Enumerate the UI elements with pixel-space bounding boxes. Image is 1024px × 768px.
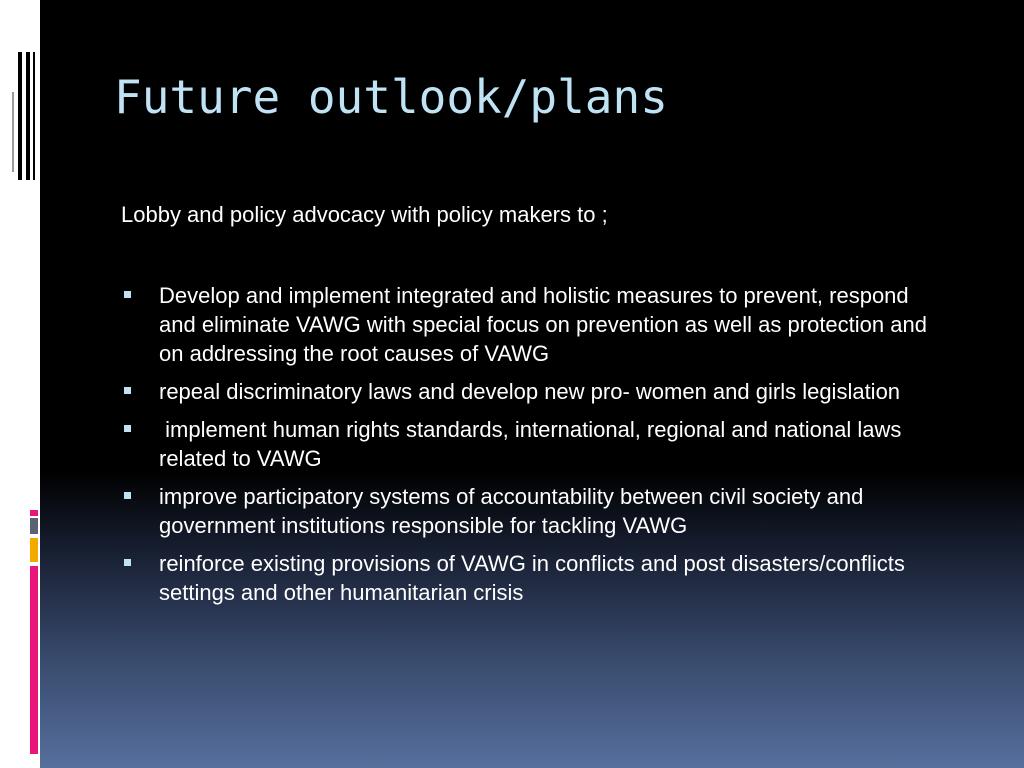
square-bullet-icon (124, 492, 131, 499)
bullet-text: reinforce existing provisions of VAWG in conflicts and post disasters/conflicts settings and other humanitarian crisis (159, 551, 905, 605)
bullet-text: improve participatory systems of accountability between civil society and government institutions responsible for tackling VAWG (159, 484, 864, 538)
decorative-bar (26, 52, 30, 180)
accent-bar-pink-long (30, 566, 38, 754)
decorative-left-strip (0, 0, 40, 768)
slide-title: Future outlook/plans (114, 70, 668, 124)
square-bullet-icon (124, 387, 131, 394)
accent-bar-pink (30, 510, 38, 516)
bullet-item (121, 482, 951, 540)
bullet-item (121, 281, 951, 368)
square-bullet-icon (124, 291, 131, 298)
bullet-text: implement human rights standards, international, regional and national laws related to VAWG (159, 417, 908, 471)
accent-bar-yellow (30, 538, 38, 562)
bullet-text: Develop and implement integrated and holistic measures to prevent, respond and eliminate VAWG with special focus on prevention as well as protection and on addressing the root causes of VAWG (159, 283, 927, 366)
bullet-item (121, 549, 951, 607)
square-bullet-icon (124, 425, 131, 432)
intro-text: Lobby and policy advocacy with policy makers to ; (121, 202, 608, 227)
square-bullet-icon (124, 559, 131, 566)
bullet-item (121, 377, 951, 406)
bullet-list (121, 281, 951, 616)
decorative-bar (12, 92, 14, 172)
bullet-text: repeal discriminatory laws and develop new pro- women and girls legislation (159, 379, 901, 404)
accent-bar-gray (30, 518, 38, 534)
decorative-bar (18, 52, 22, 180)
bullet-item (121, 415, 951, 473)
decorative-bar (33, 52, 35, 180)
